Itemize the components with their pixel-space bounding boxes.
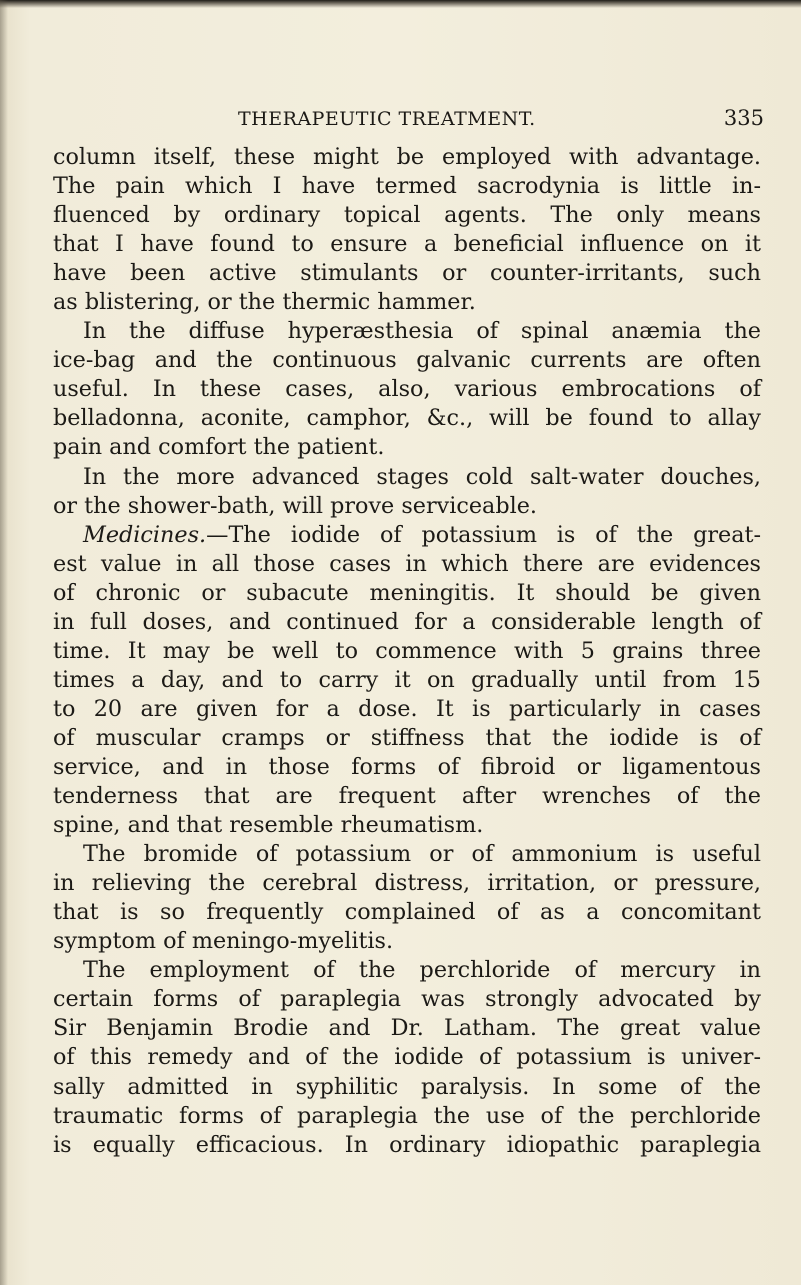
text-line: fluenced by ordinary topical agents. The only means xyxy=(53,202,761,229)
text-line: traumatic forms of paraplegia the use of the perchloride xyxy=(53,1102,761,1129)
text-line: have been active stimulants or counter-irritants, such xyxy=(53,260,761,287)
text-line: or the shower-bath, will prove serviceable. xyxy=(53,492,538,519)
page-top-shadow xyxy=(0,0,801,8)
text-line: The employment of the perchloride of mercury in xyxy=(83,957,761,984)
text-line: pain and comfort the patient. xyxy=(53,434,385,461)
text-line: The bromide of potassium or of ammonium is useful xyxy=(83,841,761,868)
text-line: of muscular cramps or stiffness that the iodide is of xyxy=(53,724,761,751)
text-line: times a day, and to carry it on gradually until from 15 xyxy=(53,666,761,693)
body-text xyxy=(53,143,761,1160)
text-line: useful. In these cases, also, various embrocations of xyxy=(53,376,761,403)
text-line: In the diffuse hyperæsthesia of spinal anæmia the xyxy=(83,318,761,345)
text-line: est value in all those cases in which there are evidences xyxy=(53,550,761,577)
text-line: belladonna, aconite, camphor, &c., will be found to allay xyxy=(53,405,761,432)
text-line: is equally efficacious. In ordinary idiopathic paraplegia xyxy=(53,1131,761,1158)
running-head-title: THERAPEUTIC TREATMENT. xyxy=(238,108,536,130)
text-line: in full doses, and continued for a considerable length of xyxy=(53,608,761,635)
text-line: that is so frequently complained of as a concomitant xyxy=(53,899,761,926)
text-line: sally admitted in syphilitic paralysis. In some of the xyxy=(53,1073,761,1100)
page-binding-edge xyxy=(0,0,8,1285)
text-line: service, and in those forms of fibroid or ligamentous xyxy=(53,753,761,780)
text-line: certain forms of paraplegia was strongly advocated by xyxy=(53,986,761,1013)
text-line: Sir Benjamin Brodie and Dr. Latham. The great value xyxy=(53,1015,761,1042)
text-line: symptom of meningo-myelitis. xyxy=(53,928,394,955)
text-line: Medicines.—The iodide of potassium is of the great- xyxy=(83,521,761,548)
text-line: column itself, these might be employed with advantage. xyxy=(53,144,761,170)
section-heading-italic: Medicines. xyxy=(83,521,207,548)
text-line: tenderness that are frequent after wrenches of the xyxy=(53,783,761,810)
text-line: The pain which I have termed sacrodynia is little in- xyxy=(53,173,761,200)
page-number: 335 xyxy=(723,106,764,130)
text-line: that I have found to ensure a beneficial influence on it xyxy=(53,231,761,258)
text-line: ice-bag and the continuous galvanic currents are often xyxy=(53,347,761,374)
text-line: In the more advanced stages cold salt-water douches, xyxy=(83,463,761,490)
text-line: to 20 are given for a dose. It is particularly in cases xyxy=(53,695,761,722)
text-line: of chronic or subacute meningitis. It should be given xyxy=(53,579,761,606)
text-line: spine, and that resemble rheumatism. xyxy=(53,812,484,839)
running-head xyxy=(52,108,772,136)
text-line: in relieving the cerebral distress, irritation, or pressure, xyxy=(53,870,761,897)
text-line: of this remedy and of the iodide of potassium is univer- xyxy=(53,1044,761,1071)
text-line: time. It may be well to commence with 5 grains three xyxy=(53,637,761,664)
text-line: as blistering, or the thermic hammer. xyxy=(53,289,476,316)
